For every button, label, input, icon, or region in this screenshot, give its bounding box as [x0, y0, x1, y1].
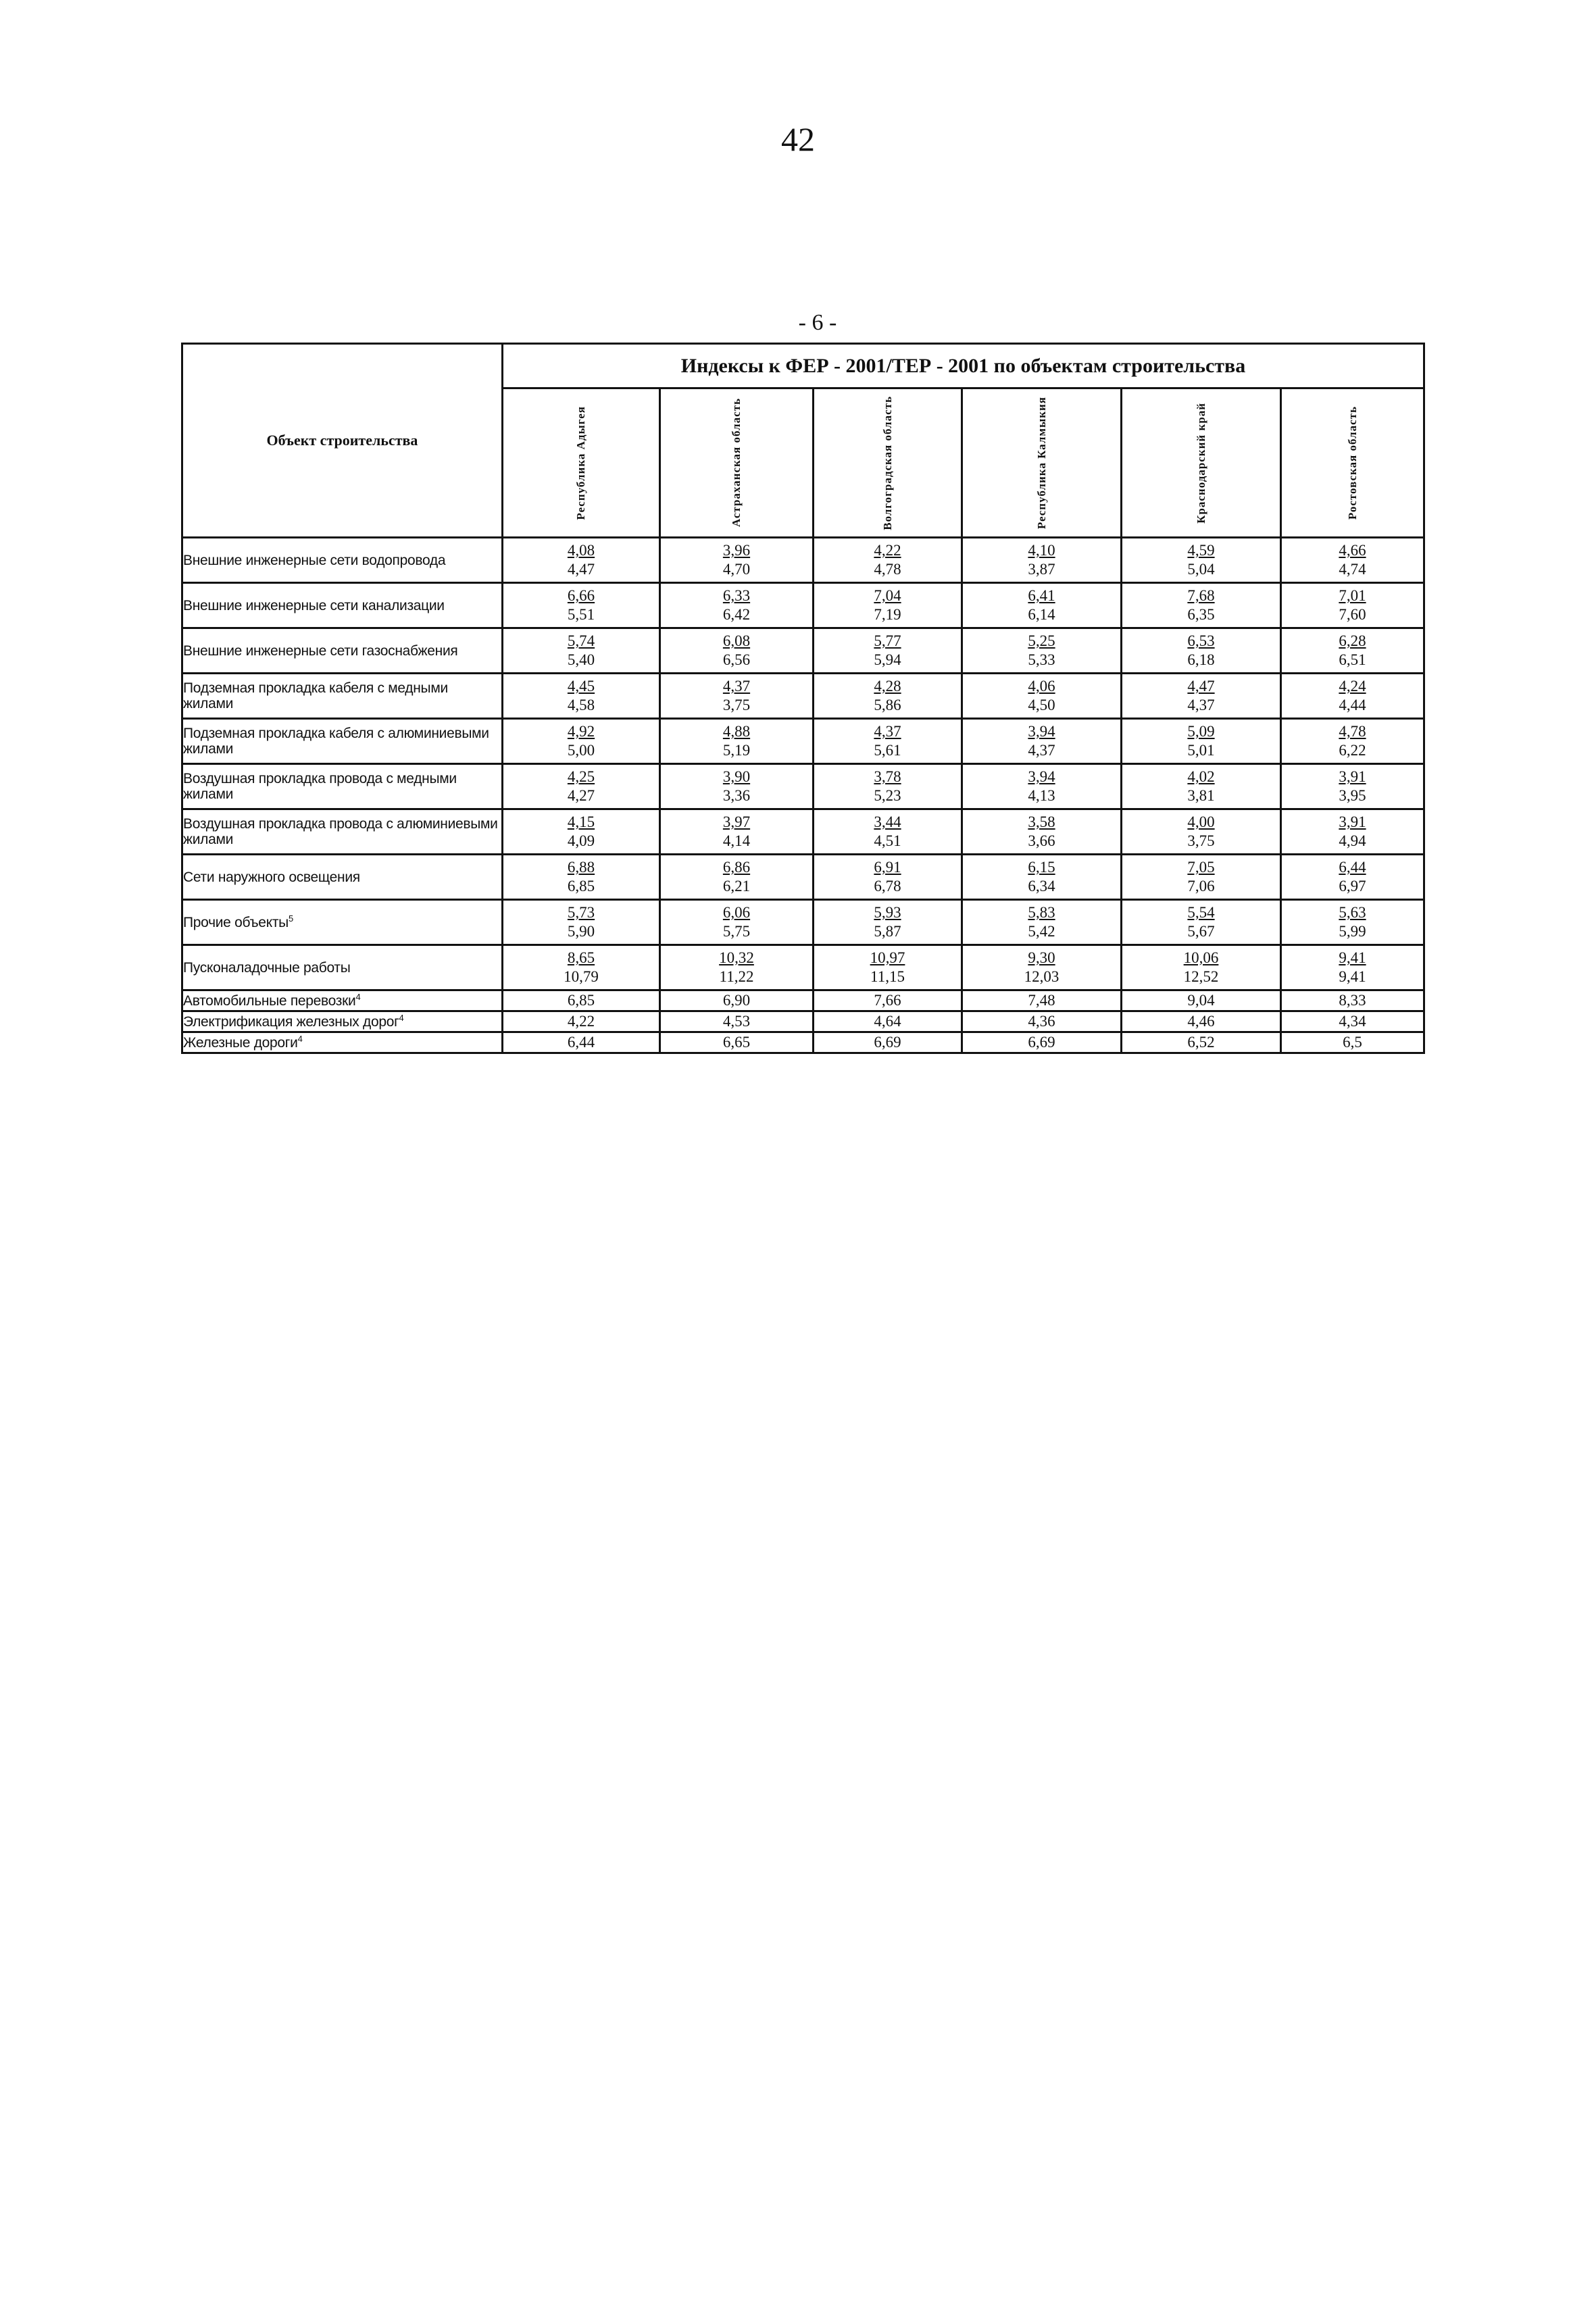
index-value-cell [1122, 764, 1281, 809]
index-value-ter: 3,81 [1187, 787, 1215, 804]
index-value-cell: 6,65 [660, 1032, 814, 1053]
index-value-fer: 9,30 [1028, 949, 1055, 966]
index-value-cell: 6,5 [1281, 1032, 1424, 1053]
index-value-cell [1281, 945, 1424, 990]
index-value-fer: 4,59 [1187, 542, 1215, 559]
index-value-fer: 4,22 [874, 542, 901, 559]
index-value-ter: 7,06 [1187, 878, 1215, 895]
object-name-cell [182, 855, 503, 900]
index-value-cell [1122, 583, 1281, 628]
object-name: Железные дороги [183, 1034, 298, 1051]
index-value-cell [814, 538, 962, 583]
index-value-cell [814, 855, 962, 900]
index-value-fer: 6,66 [567, 587, 595, 604]
index-value-fer: 6,15 [1028, 859, 1055, 876]
object-name: Подземная прокладка кабеля с алюминиевыми жилами [183, 726, 489, 757]
table-row [182, 1032, 1424, 1053]
index-value-cell [660, 764, 814, 809]
index-value-cell: 4,46 [1122, 1011, 1281, 1032]
index-value-cell [962, 719, 1122, 764]
region-header-adygea: Республика Адыгея [503, 388, 660, 538]
footnote-marker: 4 [399, 1012, 404, 1023]
index-value-cell [660, 809, 814, 855]
table-row [182, 1011, 1424, 1032]
index-value-fer: 4,15 [567, 813, 595, 830]
index-value-fer: 5,83 [1028, 904, 1055, 921]
index-value-cell: 7,66 [814, 990, 962, 1011]
table-number: - 6 - [798, 310, 837, 335]
index-value-fer: 6,28 [1339, 632, 1366, 649]
index-value-cell [1281, 809, 1424, 855]
index-value-cell [1281, 855, 1424, 900]
table-row [182, 538, 1424, 583]
index-value-fer: 7,68 [1187, 587, 1215, 604]
index-value-cell [1281, 583, 1424, 628]
table-row [182, 719, 1424, 764]
object-name: Воздушная прокладка провода с медными жилами [183, 771, 457, 802]
index-value-ter: 6,56 [722, 651, 751, 668]
index-value-fer: 4,78 [1339, 723, 1366, 740]
index-value-fer: 5,73 [567, 904, 595, 921]
index-value-cell [962, 583, 1122, 628]
index-value-cell [962, 674, 1122, 719]
index-value-ter: 5,42 [1028, 923, 1055, 940]
index-value-cell [660, 628, 814, 674]
index-value-cell [503, 538, 660, 583]
table-row [182, 945, 1424, 990]
index-group-header: Индексы к ФЕР - 2001/ТЕР - 2001 по объектам строительства [503, 344, 1424, 388]
index-value-fer: 3,78 [874, 768, 901, 785]
index-value-ter: 6,34 [1028, 878, 1055, 895]
index-value-ter: 4,58 [567, 697, 595, 713]
index-value-fer: 6,41 [1028, 587, 1055, 604]
index-value-ter: 12,52 [1183, 968, 1219, 985]
index-value-cell [1122, 538, 1281, 583]
index-value-ter: 3,36 [722, 787, 751, 804]
index-value-ter: 4,78 [874, 561, 901, 578]
index-value-ter: 3,75 [1187, 832, 1215, 849]
index-value-cell [660, 719, 814, 764]
index-value-fer: 3,44 [874, 813, 901, 830]
index-value-cell [962, 764, 1122, 809]
object-name-cell [182, 538, 503, 583]
index-value-cell [660, 674, 814, 719]
index-value-fer: 5,93 [874, 904, 901, 921]
index-value-fer: 7,04 [874, 587, 901, 604]
index-value-ter: 5,94 [874, 651, 901, 668]
index-value-ter: 6,85 [567, 878, 595, 895]
index-value-ter: 4,70 [722, 561, 751, 578]
index-value-ter: 3,66 [1028, 832, 1055, 849]
index-value-ter: 7,60 [1339, 606, 1366, 623]
index-value-cell [962, 900, 1122, 945]
object-name: Автомобильные перевозки [183, 992, 356, 1009]
index-value-ter: 5,01 [1187, 742, 1215, 759]
table-row [182, 628, 1424, 674]
object-column-header: Объект строительства [182, 344, 503, 538]
object-name-cell [182, 990, 503, 1011]
index-value-cell [962, 945, 1122, 990]
index-value-ter: 5,67 [1187, 923, 1215, 940]
table-row [182, 990, 1424, 1011]
index-value-cell [1281, 900, 1424, 945]
index-value-ter: 3,75 [722, 697, 751, 713]
index-value-cell [503, 719, 660, 764]
index-value-ter: 6,42 [722, 606, 751, 623]
table-row [182, 583, 1424, 628]
object-name-cell [182, 628, 503, 674]
index-value-cell [1122, 945, 1281, 990]
index-value-fer: 5,54 [1187, 904, 1215, 921]
index-value-fer: 5,74 [567, 632, 595, 649]
index-value-fer: 5,77 [874, 632, 901, 649]
index-value-fer: 8,65 [567, 949, 595, 966]
index-value-fer: 3,91 [1339, 813, 1366, 830]
object-name: Внешние инженерные сети канализации [183, 597, 445, 613]
index-value-cell [1281, 674, 1424, 719]
index-value-cell: 4,34 [1281, 1011, 1424, 1032]
index-value-cell [962, 809, 1122, 855]
index-value-cell [1122, 628, 1281, 674]
index-value-ter: 11,22 [719, 968, 754, 985]
index-value-ter: 5,40 [567, 651, 595, 668]
index-value-cell: 8,33 [1281, 990, 1424, 1011]
index-value-ter: 5,61 [874, 742, 901, 759]
index-value-cell [1122, 809, 1281, 855]
object-name: Воздушная прокладка провода с алюминиевыми жилами [183, 816, 498, 847]
index-value-fer: 5,09 [1187, 723, 1215, 740]
index-value-cell [1281, 538, 1424, 583]
index-value-cell [814, 719, 962, 764]
index-value-cell [814, 809, 962, 855]
index-value-ter: 7,19 [874, 606, 901, 623]
index-value-cell [1281, 764, 1424, 809]
index-value-ter: 12,03 [1024, 968, 1059, 985]
index-value-ter: 5,19 [722, 742, 751, 759]
index-value-ter: 4,74 [1339, 561, 1366, 578]
index-value-cell [814, 900, 962, 945]
index-value-cell: 4,22 [503, 1011, 660, 1032]
index-value-ter: 6,97 [1339, 878, 1366, 895]
index-value-fer: 6,06 [722, 904, 751, 921]
index-value-fer: 4,10 [1028, 542, 1055, 559]
index-value-cell [503, 945, 660, 990]
table-row [182, 674, 1424, 719]
index-value-fer: 3,58 [1028, 813, 1055, 830]
index-value-fer: 7,05 [1187, 859, 1215, 876]
index-value-cell [1122, 719, 1281, 764]
index-value-fer: 6,53 [1187, 632, 1215, 649]
index-value-fer: 10,32 [719, 949, 754, 966]
index-value-ter: 6,14 [1028, 606, 1055, 623]
index-value-fer: 3,97 [722, 813, 751, 830]
index-value-ter: 5,75 [722, 923, 751, 940]
table-row [182, 809, 1424, 855]
index-value-ter: 6,22 [1339, 742, 1366, 759]
index-value-ter: 4,44 [1339, 697, 1366, 713]
index-value-cell [660, 900, 814, 945]
index-value-cell [814, 674, 962, 719]
index-value-cell [503, 855, 660, 900]
index-value-cell [660, 583, 814, 628]
index-value-ter: 4,50 [1028, 697, 1055, 713]
index-value-cell [503, 583, 660, 628]
index-value-fer: 4,24 [1339, 678, 1366, 695]
footnote-marker: 4 [297, 1033, 303, 1044]
index-value-cell [962, 628, 1122, 674]
index-value-ter: 4,13 [1028, 787, 1055, 804]
index-value-ter: 4,51 [874, 832, 901, 849]
index-value-ter: 5,90 [567, 923, 595, 940]
index-value-fer: 4,66 [1339, 542, 1366, 559]
footnote-marker: 4 [355, 991, 361, 1002]
index-value-fer: 4,88 [722, 723, 751, 740]
index-value-ter: 5,51 [567, 606, 595, 623]
object-name: Подземная прокладка кабеля с медными жилами [183, 680, 448, 711]
index-value-ter: 5,87 [874, 923, 901, 940]
index-value-cell: 6,90 [660, 990, 814, 1011]
object-name-cell [182, 583, 503, 628]
index-value-cell [1122, 855, 1281, 900]
index-value-ter: 11,15 [870, 968, 905, 985]
index-value-ter: 5,00 [567, 742, 595, 759]
index-value-cell: 6,85 [503, 990, 660, 1011]
region-header-rostov: Ростовская область [1281, 388, 1424, 538]
index-value-fer: 5,25 [1028, 632, 1055, 649]
index-value-cell: 4,36 [962, 1011, 1122, 1032]
index-value-fer: 6,91 [874, 859, 901, 876]
index-value-cell [503, 809, 660, 855]
index-value-ter: 6,78 [874, 878, 901, 895]
index-value-cell [1281, 628, 1424, 674]
index-value-fer: 3,94 [1028, 723, 1055, 740]
index-value-cell [814, 945, 962, 990]
index-value-ter: 3,95 [1339, 787, 1366, 804]
index-value-cell [660, 945, 814, 990]
index-value-fer: 4,37 [722, 678, 751, 695]
object-name-cell [182, 764, 503, 809]
index-value-cell [660, 855, 814, 900]
object-name-cell [182, 809, 503, 855]
index-value-ter: 3,87 [1028, 561, 1055, 578]
index-value-fer: 4,45 [567, 678, 595, 695]
index-value-cell [660, 538, 814, 583]
index-value-ter: 5,86 [874, 697, 901, 713]
index-value-ter: 10,79 [564, 968, 599, 985]
object-name-cell [182, 674, 503, 719]
index-value-fer: 6,08 [722, 632, 751, 649]
footnote-marker: 5 [288, 913, 293, 924]
region-header-krasnodar: Краснодарский край [1122, 388, 1281, 538]
index-value-cell [1122, 674, 1281, 719]
index-value-cell [1122, 900, 1281, 945]
index-value-fer: 5,63 [1339, 904, 1366, 921]
region-header-astrakhan: Астраханская область [660, 388, 814, 538]
index-value-cell: 9,04 [1122, 990, 1281, 1011]
object-name-cell [182, 900, 503, 945]
index-value-fer: 4,08 [567, 542, 595, 559]
index-value-ter: 9,41 [1339, 968, 1366, 985]
page-number: 42 [781, 120, 815, 158]
object-name: Прочие объекты [183, 914, 289, 930]
index-value-fer: 10,97 [870, 949, 905, 966]
object-name-cell [182, 1032, 503, 1053]
index-value-cell [962, 855, 1122, 900]
index-value-fer: 4,00 [1187, 813, 1215, 830]
index-value-ter: 5,04 [1187, 561, 1215, 578]
index-value-fer: 3,90 [722, 768, 751, 785]
index-value-fer: 3,91 [1339, 768, 1366, 785]
object-name-cell [182, 719, 503, 764]
index-value-cell: 4,64 [814, 1011, 962, 1032]
index-value-fer: 6,86 [722, 859, 751, 876]
object-name: Внешние инженерные сети газоснабжения [183, 643, 458, 659]
object-name-cell [182, 945, 503, 990]
index-value-ter: 5,99 [1339, 923, 1366, 940]
index-value-ter: 5,23 [874, 787, 901, 804]
index-value-fer: 10,06 [1183, 949, 1219, 966]
index-value-ter: 4,94 [1339, 832, 1366, 849]
index-value-cell [814, 764, 962, 809]
region-header-volgograd: Волгоградская область [814, 388, 962, 538]
index-value-ter: 4,09 [567, 832, 595, 849]
index-value-ter: 6,51 [1339, 651, 1366, 668]
table-row [182, 764, 1424, 809]
object-name: Сети наружного освещения [183, 869, 360, 885]
index-value-ter: 5,33 [1028, 651, 1055, 668]
table-row [182, 900, 1424, 945]
object-name: Пусконаладочные работы [183, 959, 351, 976]
index-value-fer: 4,25 [567, 768, 595, 785]
index-value-cell [814, 583, 962, 628]
object-name-cell [182, 1011, 503, 1032]
index-value-cell: 6,44 [503, 1032, 660, 1053]
index-value-cell [503, 764, 660, 809]
index-value-fer: 6,44 [1339, 859, 1366, 876]
index-value-fer: 4,06 [1028, 678, 1055, 695]
index-table [181, 343, 1425, 1054]
index-value-cell [503, 628, 660, 674]
index-value-cell [503, 674, 660, 719]
index-value-cell: 4,53 [660, 1011, 814, 1032]
index-value-fer: 4,92 [567, 723, 595, 740]
object-name: Электрификация железных дорог [183, 1013, 399, 1030]
index-value-cell: 6,52 [1122, 1032, 1281, 1053]
index-value-ter: 6,21 [722, 878, 751, 895]
index-value-fer: 9,41 [1339, 949, 1366, 966]
index-value-ter: 4,27 [567, 787, 595, 804]
index-value-cell [962, 538, 1122, 583]
index-value-ter: 6,35 [1187, 606, 1215, 623]
table-row [182, 855, 1424, 900]
index-value-ter: 4,47 [567, 561, 595, 578]
index-value-fer: 6,88 [567, 859, 595, 876]
index-value-fer: 7,01 [1339, 587, 1366, 604]
index-value-cell: 6,69 [962, 1032, 1122, 1053]
index-value-cell [814, 628, 962, 674]
index-value-fer: 3,96 [722, 542, 751, 559]
index-value-ter: 4,37 [1028, 742, 1055, 759]
object-name: Внешние инженерные сети водопровода [183, 552, 446, 568]
index-value-fer: 6,33 [722, 587, 751, 604]
index-value-ter: 6,18 [1187, 651, 1215, 668]
index-value-cell [503, 900, 660, 945]
index-value-fer: 4,37 [874, 723, 901, 740]
index-value-fer: 4,28 [874, 678, 901, 695]
index-value-ter: 4,14 [722, 832, 751, 849]
index-value-fer: 4,47 [1187, 678, 1215, 695]
index-value-ter: 4,37 [1187, 697, 1215, 713]
index-value-fer: 4,02 [1187, 768, 1215, 785]
region-header-kalmykia: Республика Калмыкия [962, 388, 1122, 538]
index-value-cell: 6,69 [814, 1032, 962, 1053]
index-value-cell: 7,48 [962, 990, 1122, 1011]
index-value-cell [1281, 719, 1424, 764]
index-value-fer: 3,94 [1028, 768, 1055, 785]
